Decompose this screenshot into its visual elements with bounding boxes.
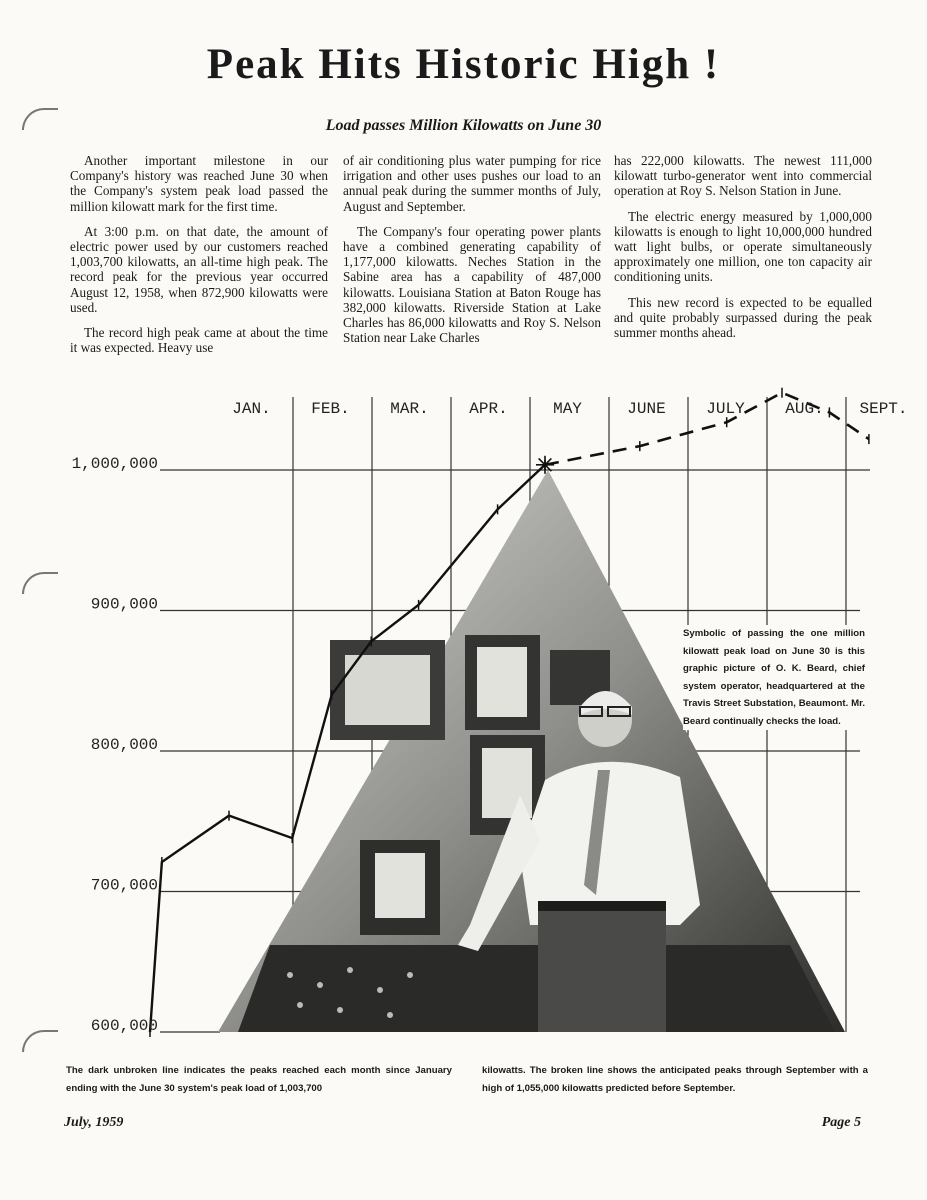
article-column-1 xyxy=(70,153,328,365)
page-title: Peak Hits Historic High ! xyxy=(206,41,721,88)
page-number: Page 5 xyxy=(821,1115,861,1130)
footer-date: July, 1959 xyxy=(64,1115,124,1130)
article-column-2 xyxy=(343,153,601,355)
article-column-3 xyxy=(614,153,872,350)
article-paragraph: Another important milestone in our Company's history was reached June 30 when the Company's system peak load passed the million kilowatt mark for the first time. xyxy=(70,153,328,214)
month-label: APR. xyxy=(469,400,508,418)
article-paragraph: has 222,000 kilowatts. The newest 111,000 kilowatt turbo-generator went into commercial operation at Roy S. Nelson Station in June. xyxy=(614,153,872,199)
article-paragraph: This new record is expected to be equalled and quite probably surpassed during the peak summer months ahead. xyxy=(614,294,872,341)
month-label: MAY xyxy=(553,400,582,418)
month-label: MAR. xyxy=(390,400,429,418)
month-label: JULY xyxy=(706,400,745,418)
month-label: FEB. xyxy=(311,400,350,418)
subtitle: Load passes Million Kilowatts on June 30 xyxy=(325,117,602,134)
month-label: JAN. xyxy=(232,400,271,418)
month-label: AUG. xyxy=(785,400,824,418)
chart-caption-right: kilowatts. The broken line shows the anticipated peaks through September with a high of 1,055,000 kilowatts predicted before September. xyxy=(482,1065,868,1094)
peak-star-ray xyxy=(539,458,545,464)
photo-caption: Symbolic of passing the one million kilowatt peak load on June 30 is this graphic picture of O. K. Beard, chief system operator, headquartered at the Travis Street Substation, Beaumont. Mr. Beard continually checks the load. xyxy=(683,625,865,730)
article-paragraph: At 3:00 p.m. on that date, the amount of electric power used by our customers reached 1,003,700 kilowatts, an all-time high peak. The record peak for the previous year occurred August 12, 1958, when 872,900 kilowatts were used. xyxy=(70,223,328,315)
y-tick-label: 1,000,000 xyxy=(71,455,158,473)
article-paragraph: The Company's four operating power plants have a combined generating capability of 1,177,000 kilowatts. Neches Station in the Sabine area has a capability of 487,000 kilowatts. Louisiana Station at Baton Rouge has 382,000 kilowatts. Riverside Station at Lake Charles has 86,000 kilowatts and Roy S. Nelson Station near Lake Charles xyxy=(343,223,601,346)
month-label: SEPT. xyxy=(859,400,908,418)
y-tick-label: 800,000 xyxy=(90,736,158,754)
month-label: JUNE xyxy=(627,400,666,418)
article-paragraph: The electric energy measured by 1,000,000 kilowatts is enough to light 10,000,000 hundred watt light bulbs, or operate simultaneously approximately one million, one ton capacity air conditioning units. xyxy=(614,208,872,285)
y-tick-label: 600,000 xyxy=(90,1017,158,1035)
article-paragraph: The record high peak came at about the time it was expected. Heavy use xyxy=(70,325,328,356)
y-tick-label: 700,000 xyxy=(90,876,158,895)
chart-caption-left: The dark unbroken line indicates the peaks reached each month since January ending with the June 30 system's peak load of 1,003,700 xyxy=(66,1065,452,1094)
y-tick-label: 900,000 xyxy=(90,595,158,614)
article-paragraph: of air conditioning plus water pumping for rice irrigation and other uses pushes our load to an annual peak during the summer months of July, August and September. xyxy=(343,153,601,214)
